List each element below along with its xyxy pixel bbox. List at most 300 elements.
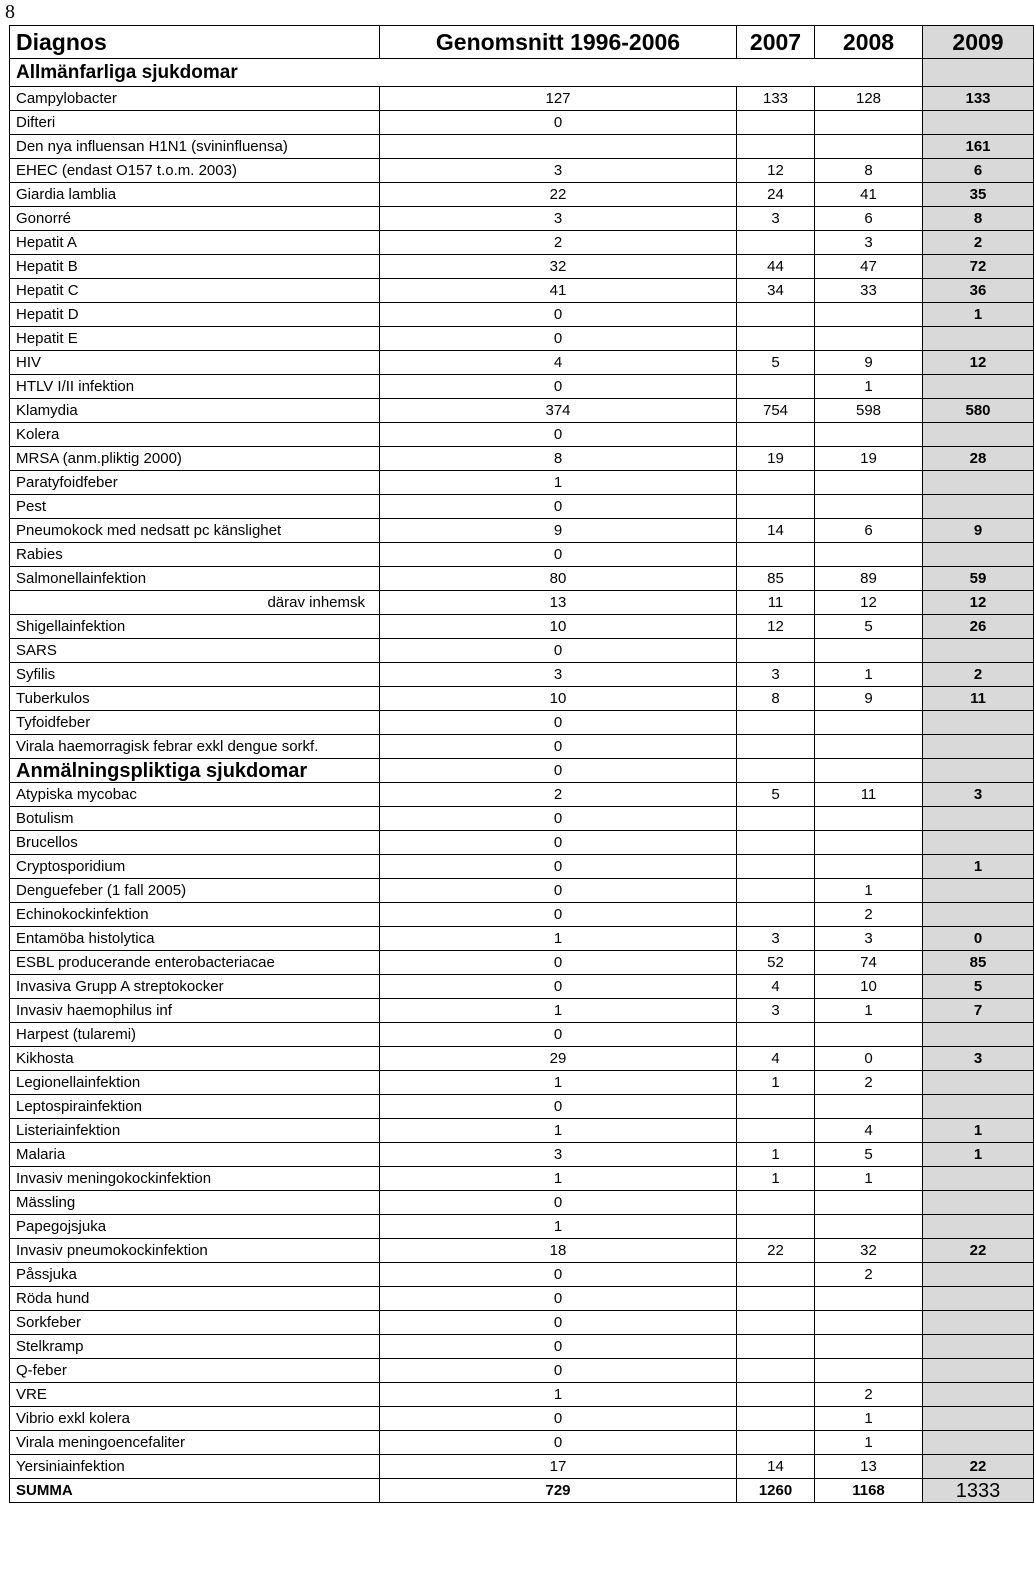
header-2007: 2007 <box>737 26 815 59</box>
table-row <box>10 807 1034 831</box>
average-1996-2006-value: 3 <box>380 159 737 183</box>
value-2007: 5 <box>737 351 815 375</box>
diagnosis-name: Entamöba histolytica <box>10 927 380 951</box>
diagnosis-name: Röda hund <box>10 1287 380 1311</box>
value-2008: 1 <box>815 1431 923 1455</box>
value-2009 <box>923 1359 1034 1383</box>
value-2007: 44 <box>737 255 815 279</box>
average-1996-2006-value: 0 <box>380 879 737 903</box>
value-2007 <box>737 303 815 327</box>
diagnosis-name: därav inhemsk <box>10 591 380 615</box>
table-row <box>10 351 1034 375</box>
value-2007 <box>737 1023 815 1047</box>
table-row <box>10 1359 1034 1383</box>
value-2009: 28 <box>923 447 1034 471</box>
average-1996-2006-value: 9 <box>380 519 737 543</box>
value-2007: 3 <box>737 207 815 231</box>
table-row <box>10 687 1034 711</box>
table-row <box>10 1023 1034 1047</box>
value-2008 <box>815 855 923 879</box>
value-2008 <box>815 495 923 519</box>
value-2007 <box>737 1263 815 1287</box>
table-row <box>10 279 1034 303</box>
value-2008: 47 <box>815 255 923 279</box>
header-average: Genomsnitt 1996-2006 <box>380 26 737 59</box>
diagnosis-name: Sorkfeber <box>10 1311 380 1335</box>
section-anmalningspliktiga-title: Anmälningspliktiga sjukdomar <box>10 759 380 783</box>
value-2007: 5 <box>737 783 815 807</box>
value-2009: 36 <box>923 279 1034 303</box>
average-1996-2006-value: 0 <box>380 1191 737 1215</box>
diagnosis-name: Echinokockinfektion <box>10 903 380 927</box>
average-1996-2006-value: 0 <box>380 327 737 351</box>
value-2007 <box>737 1407 815 1431</box>
value-2009 <box>923 759 1034 783</box>
table-row <box>10 903 1034 927</box>
value-2008: 32 <box>815 1239 923 1263</box>
average-1996-2006-value: 3 <box>380 663 737 687</box>
value-2007 <box>737 831 815 855</box>
value-2009 <box>923 1407 1034 1431</box>
value-2008: 13 <box>815 1455 923 1479</box>
table-row <box>10 639 1034 663</box>
diagnosis-name: Leptospirainfektion <box>10 1095 380 1119</box>
value-2007 <box>737 1383 815 1407</box>
value-2008: 598 <box>815 399 923 423</box>
table-row <box>10 495 1034 519</box>
value-2009 <box>923 735 1034 759</box>
value-2007 <box>737 903 815 927</box>
average-1996-2006-value: 0 <box>380 1431 737 1455</box>
average-1996-2006-value: 0 <box>380 855 737 879</box>
average-1996-2006-value: 22 <box>380 183 737 207</box>
diagnosis-name: Giardia lamblia <box>10 183 380 207</box>
value-2008: 5 <box>815 615 923 639</box>
table-row <box>10 951 1034 975</box>
value-2008: 2 <box>815 903 923 927</box>
table-row <box>10 159 1034 183</box>
average-1996-2006-value: 80 <box>380 567 737 591</box>
average-1996-2006-value: 0 <box>380 975 737 999</box>
table-row <box>10 1407 1034 1431</box>
value-2007 <box>737 855 815 879</box>
diagnosis-name: VRE <box>10 1383 380 1407</box>
average-1996-2006-value: 1 <box>380 1119 737 1143</box>
value-2009: 22 <box>923 1239 1034 1263</box>
table-row <box>10 1287 1034 1311</box>
average-1996-2006-value: 0 <box>380 495 737 519</box>
value-2007: 3 <box>737 927 815 951</box>
value-2008 <box>815 135 923 159</box>
value-2009: 6 <box>923 159 1034 183</box>
value-2007: 14 <box>737 1455 815 1479</box>
table-row <box>10 375 1034 399</box>
value-2009: 8 <box>923 207 1034 231</box>
diagnosis-name: Invasiv meningokockinfektion <box>10 1167 380 1191</box>
table-row <box>10 231 1034 255</box>
diagnosis-name: Invasiva Grupp A streptokocker <box>10 975 380 999</box>
value-2007: 52 <box>737 951 815 975</box>
average-1996-2006-value: 0 <box>380 303 737 327</box>
average-1996-2006-value: 1 <box>380 1071 737 1095</box>
average-1996-2006-value: 0 <box>380 423 737 447</box>
value-2007 <box>737 135 815 159</box>
value-2007: 12 <box>737 615 815 639</box>
value-2009 <box>923 1311 1034 1335</box>
value-2007: 19 <box>737 447 815 471</box>
table-row <box>10 303 1034 327</box>
value-2009: 72 <box>923 255 1034 279</box>
table-row <box>10 1479 1034 1503</box>
table-row <box>10 1071 1034 1095</box>
value-2007 <box>737 375 815 399</box>
diagnosis-name: Hepatit D <box>10 303 380 327</box>
section-allmanfarliga-title: Allmänfarliga sjukdomar <box>10 59 923 87</box>
diagnosis-name: Botulism <box>10 807 380 831</box>
value-2007 <box>737 1359 815 1383</box>
average-1996-2006-value: 3 <box>380 207 737 231</box>
diagnosis-name: Hepatit A <box>10 231 380 255</box>
value-2008 <box>815 1335 923 1359</box>
average-1996-2006-value: 0 <box>380 1311 737 1335</box>
value-2008: 9 <box>815 687 923 711</box>
average-1996-2006-value: 0 <box>380 1287 737 1311</box>
average-1996-2006-value: 0 <box>380 759 737 783</box>
diagnosis-name: EHEC (endast O157 t.o.m. 2003) <box>10 159 380 183</box>
value-2007 <box>737 639 815 663</box>
diagnosis-name: Invasiv pneumokockinfektion <box>10 1239 380 1263</box>
value-2007: 14 <box>737 519 815 543</box>
diagnosis-name: ESBL producerande enterobacteriacae <box>10 951 380 975</box>
table-row <box>10 663 1034 687</box>
diagnosis-name: Den nya influensan H1N1 (svininfluensa) <box>10 135 380 159</box>
value-2009 <box>923 903 1034 927</box>
value-2008: 1 <box>815 1167 923 1191</box>
diagnosis-name: Tuberkulos <box>10 687 380 711</box>
value-2007: 1 <box>737 1167 815 1191</box>
average-1996-2006-value: 0 <box>380 1335 737 1359</box>
section-anmalningspliktiga-row <box>10 759 1034 783</box>
value-2009 <box>923 1335 1034 1359</box>
value-2009 <box>923 807 1034 831</box>
value-2009: 2 <box>923 663 1034 687</box>
value-2008: 5 <box>815 1143 923 1167</box>
value-2007: 1 <box>737 1071 815 1095</box>
value-2008 <box>815 831 923 855</box>
table-row <box>10 1191 1034 1215</box>
value-2007 <box>737 807 815 831</box>
table-row <box>10 543 1034 567</box>
value-2007 <box>737 231 815 255</box>
table-row <box>10 399 1034 423</box>
table-row <box>10 615 1034 639</box>
value-2009: 12 <box>923 351 1034 375</box>
average-1996-2006-value: 10 <box>380 687 737 711</box>
value-2008 <box>815 1287 923 1311</box>
table-row <box>10 255 1034 279</box>
value-2009 <box>923 543 1034 567</box>
average-1996-2006-value: 1 <box>380 1383 737 1407</box>
average-1996-2006-value: 29 <box>380 1047 737 1071</box>
value-2008: 2 <box>815 1383 923 1407</box>
value-2008: 1168 <box>815 1479 923 1503</box>
average-1996-2006-value: 1 <box>380 1215 737 1239</box>
average-1996-2006-value: 1 <box>380 999 737 1023</box>
value-2007: 754 <box>737 399 815 423</box>
value-2009 <box>923 375 1034 399</box>
diagnosis-name: Yersiniainfektion <box>10 1455 380 1479</box>
diagnosis-name: SUMMA <box>10 1479 380 1503</box>
value-2007 <box>737 1287 815 1311</box>
average-1996-2006-value: 2 <box>380 783 737 807</box>
diagnosis-name: Kikhosta <box>10 1047 380 1071</box>
value-2008 <box>815 1311 923 1335</box>
value-2008 <box>815 303 923 327</box>
value-2007: 22 <box>737 1239 815 1263</box>
average-1996-2006-value <box>380 135 737 159</box>
value-2008: 6 <box>815 207 923 231</box>
table-row <box>10 423 1034 447</box>
value-2009: 5 <box>923 975 1034 999</box>
table-row <box>10 783 1034 807</box>
value-2009: 1 <box>923 1119 1034 1143</box>
table-row <box>10 975 1034 999</box>
table-row <box>10 519 1034 543</box>
diagnosis-name: Brucellos <box>10 831 380 855</box>
value-2007: 12 <box>737 159 815 183</box>
value-2009: 580 <box>923 399 1034 423</box>
table-body <box>10 26 1034 1503</box>
value-2007 <box>737 471 815 495</box>
value-2008: 3 <box>815 231 923 255</box>
value-2009 <box>923 639 1034 663</box>
value-2009: 26 <box>923 615 1034 639</box>
average-1996-2006-value: 0 <box>380 543 737 567</box>
average-1996-2006-value: 10 <box>380 615 737 639</box>
table-row <box>10 183 1034 207</box>
value-2008: 10 <box>815 975 923 999</box>
diagnosis-name: Salmonellainfektion <box>10 567 380 591</box>
table-row <box>10 1047 1034 1071</box>
diagnosis-name: Harpest (tularemi) <box>10 1023 380 1047</box>
value-2009 <box>923 471 1034 495</box>
average-1996-2006-value: 1 <box>380 1167 737 1191</box>
average-1996-2006-value: 0 <box>380 375 737 399</box>
value-2009: 12 <box>923 591 1034 615</box>
value-2009 <box>923 1431 1034 1455</box>
value-2008 <box>815 423 923 447</box>
diagnosis-name: HIV <box>10 351 380 375</box>
table-row <box>10 735 1034 759</box>
diagnosis-name: Rabies <box>10 543 380 567</box>
value-2007: 24 <box>737 183 815 207</box>
value-2009: 3 <box>923 1047 1034 1071</box>
diagnosis-name: Invasiv haemophilus inf <box>10 999 380 1023</box>
diagnosis-name: SARS <box>10 639 380 663</box>
value-2007 <box>737 759 815 783</box>
value-2008 <box>815 639 923 663</box>
diagnosis-name: Virala haemorragisk febrar exkl dengue sorkf. <box>10 735 380 759</box>
value-2008 <box>815 1191 923 1215</box>
average-1996-2006-value: 0 <box>380 1023 737 1047</box>
value-2009 <box>923 423 1034 447</box>
value-2008 <box>815 1023 923 1047</box>
value-2008 <box>815 807 923 831</box>
value-2008: 4 <box>815 1119 923 1143</box>
value-2009: 59 <box>923 567 1034 591</box>
value-2007 <box>737 1095 815 1119</box>
table-row <box>10 879 1034 903</box>
value-2009 <box>923 1095 1034 1119</box>
value-2007: 1 <box>737 1143 815 1167</box>
value-2008 <box>815 471 923 495</box>
value-2007 <box>737 543 815 567</box>
value-2009 <box>923 327 1034 351</box>
diagnosis-name: Q-feber <box>10 1359 380 1383</box>
value-2008: 19 <box>815 447 923 471</box>
diagnosis-name: MRSA (anm.pliktig 2000) <box>10 447 380 471</box>
average-1996-2006-value: 0 <box>380 735 737 759</box>
value-2008 <box>815 1359 923 1383</box>
value-2009: 35 <box>923 183 1034 207</box>
value-2008: 1 <box>815 375 923 399</box>
value-2008: 11 <box>815 783 923 807</box>
table-row <box>10 711 1034 735</box>
average-1996-2006-value: 41 <box>380 279 737 303</box>
average-1996-2006-value: 0 <box>380 1407 737 1431</box>
value-2008: 1 <box>815 663 923 687</box>
section-allmanfarliga-row <box>10 59 1034 87</box>
average-1996-2006-value: 4 <box>380 351 737 375</box>
average-1996-2006-value: 0 <box>380 111 737 135</box>
diagnosis-name: Legionellainfektion <box>10 1071 380 1095</box>
diagnosis-name: Mässling <box>10 1191 380 1215</box>
table-row <box>10 1215 1034 1239</box>
value-2008: 2 <box>815 1263 923 1287</box>
value-2007: 4 <box>737 975 815 999</box>
header-2009: 2009 <box>923 26 1034 59</box>
diagnosis-name: Papegojsjuka <box>10 1215 380 1239</box>
value-2007: 3 <box>737 663 815 687</box>
diagnosis-name: Pest <box>10 495 380 519</box>
value-2008: 8 <box>815 159 923 183</box>
table-row <box>10 1383 1034 1407</box>
value-2009 <box>923 1191 1034 1215</box>
table-row <box>10 927 1034 951</box>
average-1996-2006-value: 0 <box>380 1263 737 1287</box>
value-2008 <box>815 1095 923 1119</box>
table-row <box>10 1311 1034 1335</box>
average-1996-2006-value: 0 <box>380 711 737 735</box>
value-2008: 74 <box>815 951 923 975</box>
diagnosis-name: Listeriainfektion <box>10 1119 380 1143</box>
value-2008 <box>815 1215 923 1239</box>
diagnosis-name: Kolera <box>10 423 380 447</box>
value-2007: 34 <box>737 279 815 303</box>
value-2007 <box>737 1119 815 1143</box>
value-2007 <box>737 327 815 351</box>
diagnosis-name: Cryptosporidium <box>10 855 380 879</box>
value-2009: 2 <box>923 231 1034 255</box>
value-2008 <box>815 327 923 351</box>
table-row <box>10 567 1034 591</box>
value-2009 <box>923 711 1034 735</box>
diagnosis-name: Klamydia <box>10 399 380 423</box>
value-2007: 4 <box>737 1047 815 1071</box>
average-1996-2006-value: 0 <box>380 1095 737 1119</box>
value-2008: 0 <box>815 1047 923 1071</box>
value-2008: 33 <box>815 279 923 303</box>
value-2009: 85 <box>923 951 1034 975</box>
average-1996-2006-value: 13 <box>380 591 737 615</box>
header-diagnos: Diagnos <box>10 26 380 59</box>
header-row <box>10 26 1034 59</box>
average-1996-2006-value: 2 <box>380 231 737 255</box>
table-row <box>10 1095 1034 1119</box>
table-row <box>10 1143 1034 1167</box>
value-2009: 1 <box>923 855 1034 879</box>
average-1996-2006-value: 1 <box>380 927 737 951</box>
value-2007: 133 <box>737 87 815 111</box>
value-2009: 161 <box>923 135 1034 159</box>
value-2007: 1260 <box>737 1479 815 1503</box>
value-2009 <box>923 831 1034 855</box>
value-2007 <box>737 711 815 735</box>
value-2007 <box>737 1215 815 1239</box>
value-2009: 9 <box>923 519 1034 543</box>
value-2007 <box>737 1311 815 1335</box>
value-2008: 41 <box>815 183 923 207</box>
value-2009 <box>923 1167 1034 1191</box>
value-2009: 22 <box>923 1455 1034 1479</box>
value-2007 <box>737 1431 815 1455</box>
average-1996-2006-value: 729 <box>380 1479 737 1503</box>
table-row <box>10 327 1034 351</box>
value-2008 <box>815 111 923 135</box>
value-2009 <box>923 1383 1034 1407</box>
value-2009: 11 <box>923 687 1034 711</box>
diagnosis-name: Campylobacter <box>10 87 380 111</box>
average-1996-2006-value: 0 <box>380 639 737 663</box>
table-row <box>10 87 1034 111</box>
value-2008 <box>815 759 923 783</box>
average-1996-2006-value: 18 <box>380 1239 737 1263</box>
table-row <box>10 999 1034 1023</box>
value-2008: 12 <box>815 591 923 615</box>
value-2009: 1 <box>923 303 1034 327</box>
average-1996-2006-value: 0 <box>380 903 737 927</box>
value-2007 <box>737 111 815 135</box>
value-2008: 6 <box>815 519 923 543</box>
average-1996-2006-value: 3 <box>380 1143 737 1167</box>
diagnosis-name: Gonorré <box>10 207 380 231</box>
diagnosis-name: Denguefeber (1 fall 2005) <box>10 879 380 903</box>
table-row <box>10 1335 1034 1359</box>
average-1996-2006-value: 8 <box>380 447 737 471</box>
value-2009: 7 <box>923 999 1034 1023</box>
value-2007: 8 <box>737 687 815 711</box>
value-2008: 2 <box>815 1071 923 1095</box>
value-2008 <box>815 735 923 759</box>
value-2009: 1 <box>923 1143 1034 1167</box>
average-1996-2006-value: 374 <box>380 399 737 423</box>
value-2008: 9 <box>815 351 923 375</box>
value-2008 <box>815 543 923 567</box>
table-row <box>10 831 1034 855</box>
average-1996-2006-value: 0 <box>380 831 737 855</box>
table-row <box>10 1431 1034 1455</box>
value-2007 <box>737 1335 815 1359</box>
